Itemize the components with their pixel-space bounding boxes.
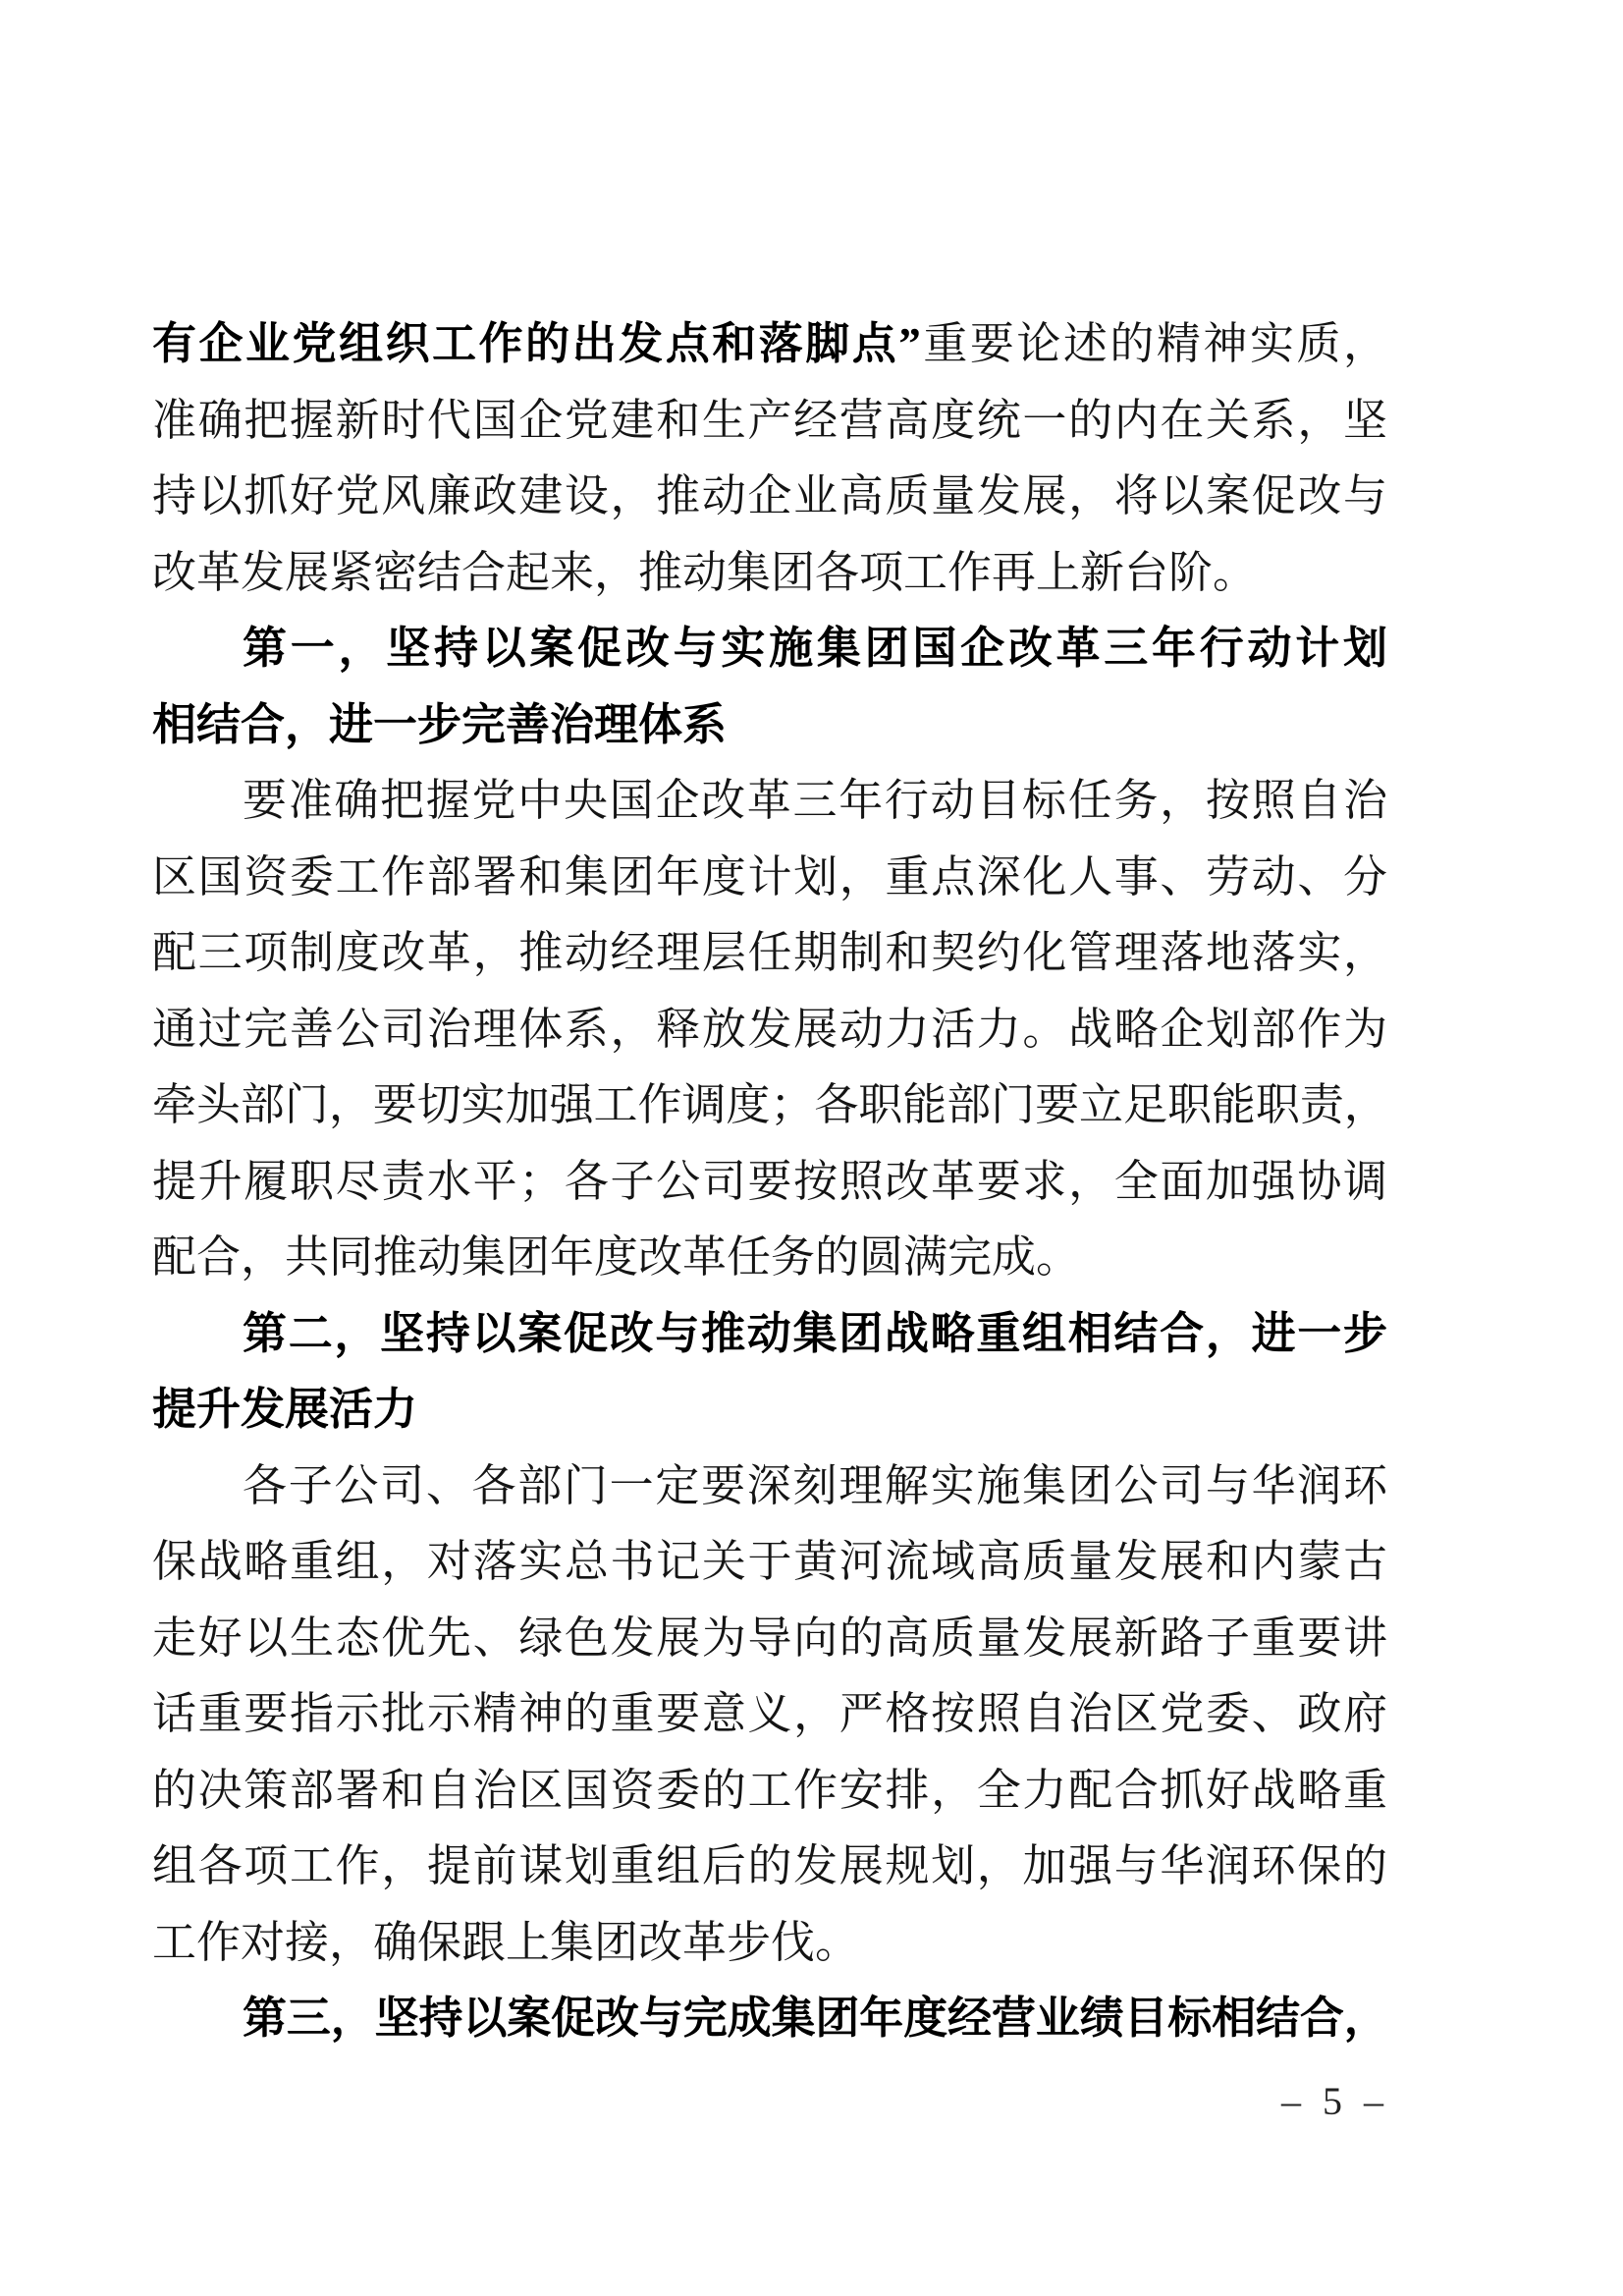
body-line: 区国资委工作部署和集团年度计划，重点深化人事、劳动、分: [152, 851, 1387, 902]
body-line: 的决策部署和自治区国资委的工作安排，全力配合抓好战略重: [152, 1765, 1387, 1815]
page-number: – 5 –: [1281, 2079, 1389, 2123]
section-heading-line: 第二，坚持以案促改与推动集团战略重组相结合，进一步: [243, 1308, 1387, 1358]
body-line: 组各项工作，提前谋划重组后的发展规划，加强与华润环保的: [152, 1841, 1387, 1890]
body-line: 保战略重组，对落实总书记关于黄河流域高质量发展和内蒙古: [152, 1537, 1387, 1586]
body-line: 持以抓好党风廉政建设，推动企业高质量发展，将以案促改与: [152, 471, 1387, 520]
body-line: 话重要指示批示精神的重要意义，严格按照自治区党委、政府: [152, 1689, 1387, 1738]
body-line: 改革发展紧密结合起来，推动集团各项工作再上新台阶。: [152, 547, 1258, 597]
body-line: 配合，共同推动集团年度改革任务的圆满完成。: [152, 1232, 1081, 1282]
body-line: 牵头部门，要切实加强工作调度；各职能部门要立足职能职责，: [152, 1080, 1387, 1129]
section-heading-line: 提升发展活力: [152, 1385, 418, 1434]
section-heading-line: 第一，坚持以案促改与实施集团国企改革三年行动计划: [243, 624, 1387, 673]
body-line: 走好以生态优先、绿色发展为导向的高质量发展新路子重要讲: [152, 1613, 1387, 1663]
body-line: 准确把握新时代国企党建和生产经营高度统一的内在关系，坚: [152, 395, 1387, 445]
body-line: 工作对接，确保跟上集团改革步伐。: [152, 1917, 860, 1967]
body-line: 配三项制度改革，推动经理层任期制和契约化管理落地落实，: [152, 928, 1387, 977]
body-line: 通过完善公司治理体系，释放发展动力活力。战略企划部作为: [152, 1004, 1387, 1054]
bold-quote-text: 有企业党组织工作的出发点和落脚点”: [152, 319, 921, 368]
body-text: 重要论述的精神实质，: [920, 319, 1387, 368]
document-body: [152, 306, 1387, 2057]
body-line: 各子公司、各部门一定要深刻理解实施集团公司与华润环: [243, 1460, 1387, 1510]
section-heading-line: 第三，坚持以案促改与完成集团年度经营业绩目标相结合，: [243, 1994, 1387, 2043]
body-line: 要准确把握党中央国企改革三年行动目标任务，按照自治: [243, 776, 1387, 825]
body-line: [152, 306, 1387, 383]
section-heading-line: 相结合，进一步完善治理体系: [152, 699, 728, 749]
body-line: 提升履职尽责水平；各子公司要按照改革要求，全面加强协调: [152, 1156, 1387, 1206]
